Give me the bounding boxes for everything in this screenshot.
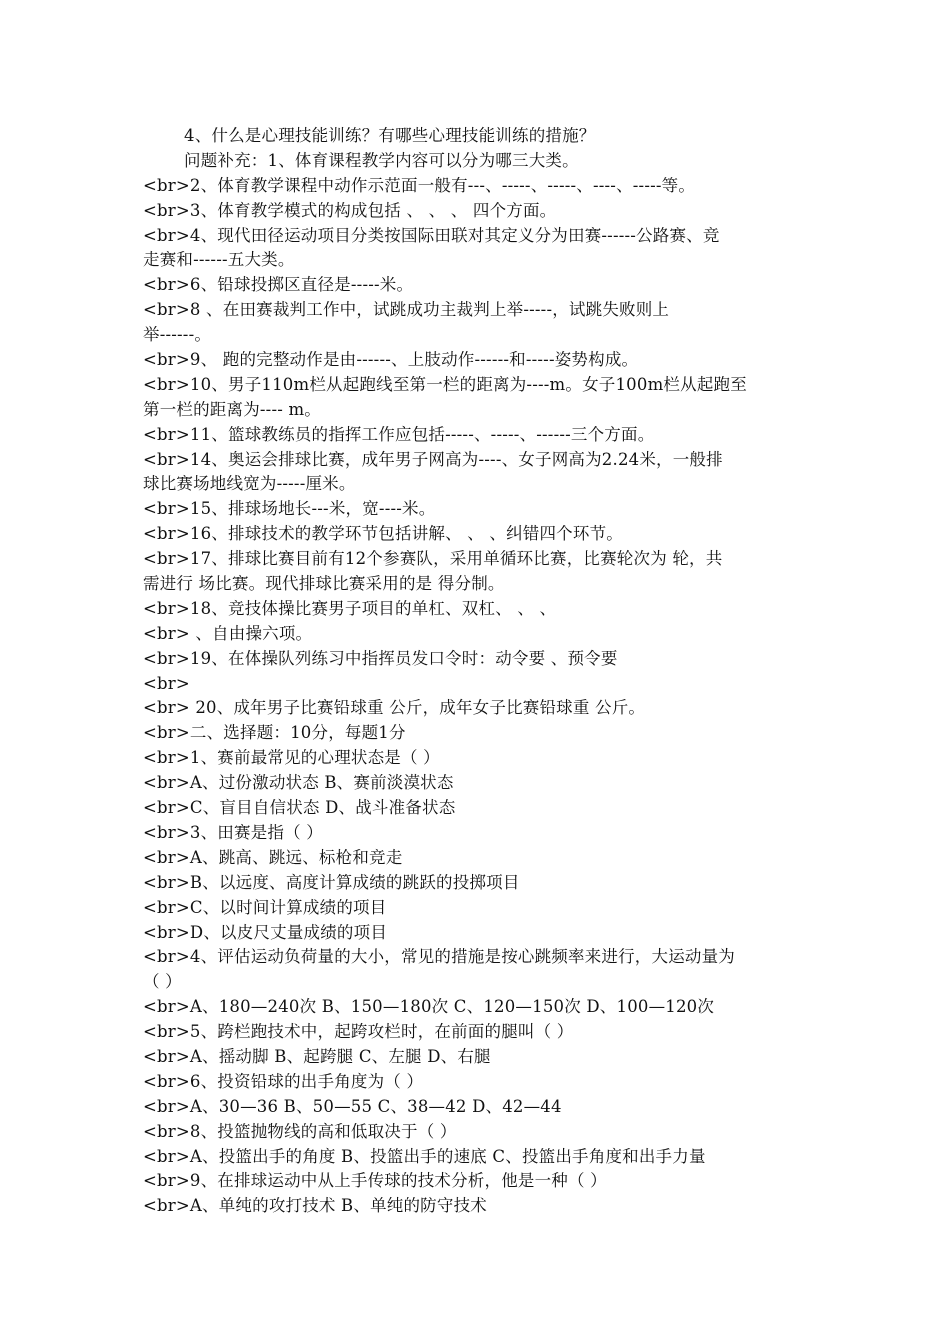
text-line: <br>16、排球技术的教学环节包括讲解、 、 、纠错四个环节。 [143, 524, 623, 544]
text-line: 举------。 [143, 325, 212, 345]
text-line: <br>C、以时间计算成绩的项目 [143, 897, 387, 917]
text-line: 问题补充：1、体育课程教学内容可以分为哪三大类。 [184, 150, 579, 170]
text-line: <br>D、以皮尺丈量成绩的项目 [143, 922, 388, 942]
text-line: <br>6、铅球投掷区直径是-----米。 [143, 275, 414, 295]
text-line: <br>A、投篮出手的角度 B、投篮出手的速底 C、投篮出手角度和出手力量 [143, 1146, 706, 1166]
text-line: 走赛和------五大类。 [143, 250, 295, 270]
text-line: 第一栏的距离为---- m。 [143, 399, 321, 419]
text-line: （ ） [143, 972, 182, 992]
text-line: <br>9、 跑的完整动作是由------、上肢动作------和-----姿势构成。 [143, 350, 639, 370]
text-line: <br>A、摇动脚 B、起跨腿 C、左腿 D、右腿 [143, 1046, 491, 1066]
text-line: <br>A、30—36 B、50—55 C、38—42 D、42—44 [143, 1096, 562, 1116]
text-line: <br>5、跨栏跑技术中，起跨攻栏时，在前面的腿叫（ ） [143, 1022, 574, 1042]
text-line: <br>B、以远度、高度计算成绩的跳跃的投掷项目 [143, 872, 520, 892]
text-line: 球比赛场地线宽为-----厘米。 [143, 474, 356, 494]
text-line: 需进行 场比赛。现代排球比赛采用的是 得分制。 [143, 574, 505, 594]
text-line: <br>19、在体操队列练习中指挥员发口令时：动令要 、预令要 [143, 648, 618, 668]
text-line: <br>8 、在田赛裁判工作中，试跳成功主裁判上举-----，试跳失败则上 [143, 300, 670, 320]
text-line: <br>9、在排球运动中从上手传球的技术分析，他是一种（ ） [143, 1171, 607, 1191]
text-line: <br>A、180—240次 B、150—180次 C、120—150次 D、100—120次 [143, 997, 715, 1017]
text-line: <br>10、男子110m栏从起跑线至第一栏的距离为----m。女子100m栏从起跑至 [143, 374, 747, 394]
text-line: <br> [143, 673, 190, 693]
text-line: <br>15、排球场地长---米，宽----米。 [143, 499, 436, 519]
text-line: <br>8、投篮抛物线的高和低取决于（ ） [143, 1121, 457, 1141]
text-line: 4、什么是心理技能训练？有哪些心理技能训练的措施？ [184, 126, 596, 145]
text-line: <br>17、排球比赛目前有12个参赛队，采用单循环比赛，比赛轮次为 轮，共 [143, 549, 723, 569]
text-line: <br>3、体育教学模式的构成包括 、 、 、 四个方面。 [143, 200, 557, 220]
text-line: <br>14、奥运会排球比赛，成年男子网高为----、女子网高为2.24米，一般排 [143, 449, 723, 469]
text-line: <br>2、体育教学课程中动作示范面一般有---、-----、-----、----、-----等。 [143, 175, 696, 195]
text-line: <br>4、现代田径运动项目分类按国际田联对其定义分为田赛------公路赛、竞 [143, 225, 720, 245]
text-line: <br>C、盲目自信状态 D、战斗准备状态 [143, 798, 456, 818]
text-line: <br>A、跳高、跳远、标枪和竞走 [143, 847, 403, 867]
text-line: <br>1、赛前最常见的心理状态是（ ） [143, 748, 440, 768]
text-line: <br>二、选择题：10分，每题1分 [143, 723, 406, 743]
text-line: <br>A、单纯的攻打技术 B、单纯的防守技术 [143, 1196, 487, 1216]
text-line: <br>4、评估运动负荷量的大小，常见的措施是按心跳频率来进行，大运动量为 [143, 947, 735, 967]
text-line: <br>A、过份激动状态 B、赛前淡漠状态 [143, 773, 454, 793]
text-line: <br> 、自由操六项。 [143, 623, 313, 643]
text-line: <br>18、竞技体操比赛男子项目的单杠、双杠、 、 、 [143, 598, 557, 618]
text-line: <br>3、田赛是指（ ） [143, 822, 323, 842]
text-line: <br>11、篮球教练员的指挥工作应包括-----、-----、------三个方面。 [143, 424, 655, 444]
document-body [143, 124, 811, 1219]
text-line: <br>6、投资铅球的出手角度为（ ） [143, 1071, 424, 1091]
text-line: <br> 20、成年男子比赛铅球重 公斤，成年女子比赛铅球重 公斤。 [143, 698, 646, 718]
